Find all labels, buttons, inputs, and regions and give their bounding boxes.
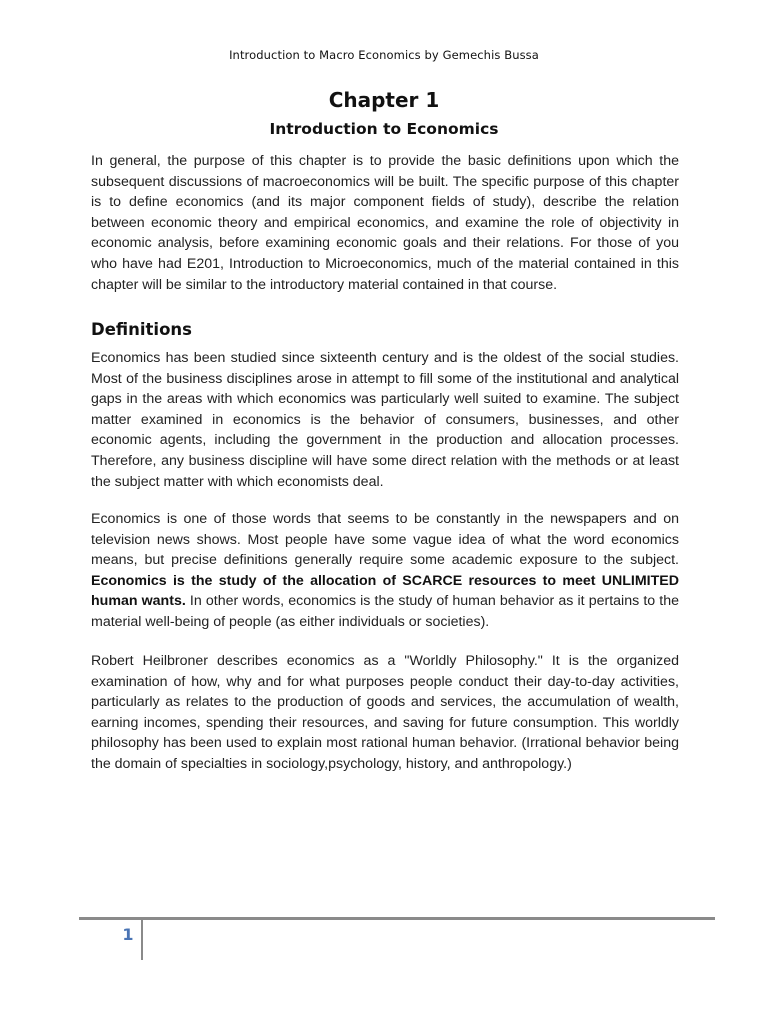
definitions-paragraph-2 [91,509,679,633]
definitions-heading: Definitions [91,320,192,339]
running-header: Introduction to Macro Economics by Gemechis Bussa [229,48,539,62]
footer-divider [141,920,143,960]
footer-rule [79,917,715,920]
chapter-title: Chapter 1 [328,88,440,112]
definitions-paragraph-3: Robert Heilbroner describes economics as a "Worldly Philosophy." It is the organized examination of how, why and for what purposes people conduct their day-to-day activities, particularly as relates to the production of goods and services, the accumulation of wealth, earning incomes, spending their resources, and saving for future consumption. This worldly philosophy has been used to explain most rational human behavior. (Irrational behavior being the domain of specialties in sociology,psychology, history, and anthropology.) [91,653,679,772]
chapter-subtitle: Introduction to Economics [269,120,499,138]
definitions-paragraph-1: Economics has been studied since sixteenth century and is the oldest of the social studies. Most of the business disciplines arose in attempt to fill some of the institutional and analytical gaps in the areas with which economics was particularly well suited to examine. The subject matter examined in economics is the behavior of consumers, businesses, and other economic agents, including the government in the production and allocation processes. Therefore, any business discipline will have some direct relation with the methods or at least the subject matter with which economists deal. [91,350,679,490]
page-number: 1 [122,925,134,944]
intro-paragraph: In general, the purpose of this chapter is to provide the basic definitions upon which the subsequent discussions of macroeconomics will be built. The specific purpose of this chapter is to define economics (and its major component fields of study), describe the relation between economic theory and empirical economics, and examine the role of objectivity in economic analysis, before examining economic goals and their relations. For those of you who have had E201, Introduction to Microeconomics, much of the material contained in this chapter will be similar to the introductory material contained in that course. [91,153,679,293]
economics-definition-bold: Economics is the study of the allocation of SCARCE resources to meet UNLIMITED human wants. [91,572,679,610]
definitions-paragraph-2-tail: In other words, economics is the study of human behavior as it pertains to the material well-being of people (as either individuals or societies). [91,593,679,630]
definitions-paragraph-2-lead: Economics is one of those words that seems to be constantly in the newspapers and on television news shows. Most people have some vague idea of what the word economics means, but precise definitions generally require some academic exposure to the subject. [91,511,679,569]
